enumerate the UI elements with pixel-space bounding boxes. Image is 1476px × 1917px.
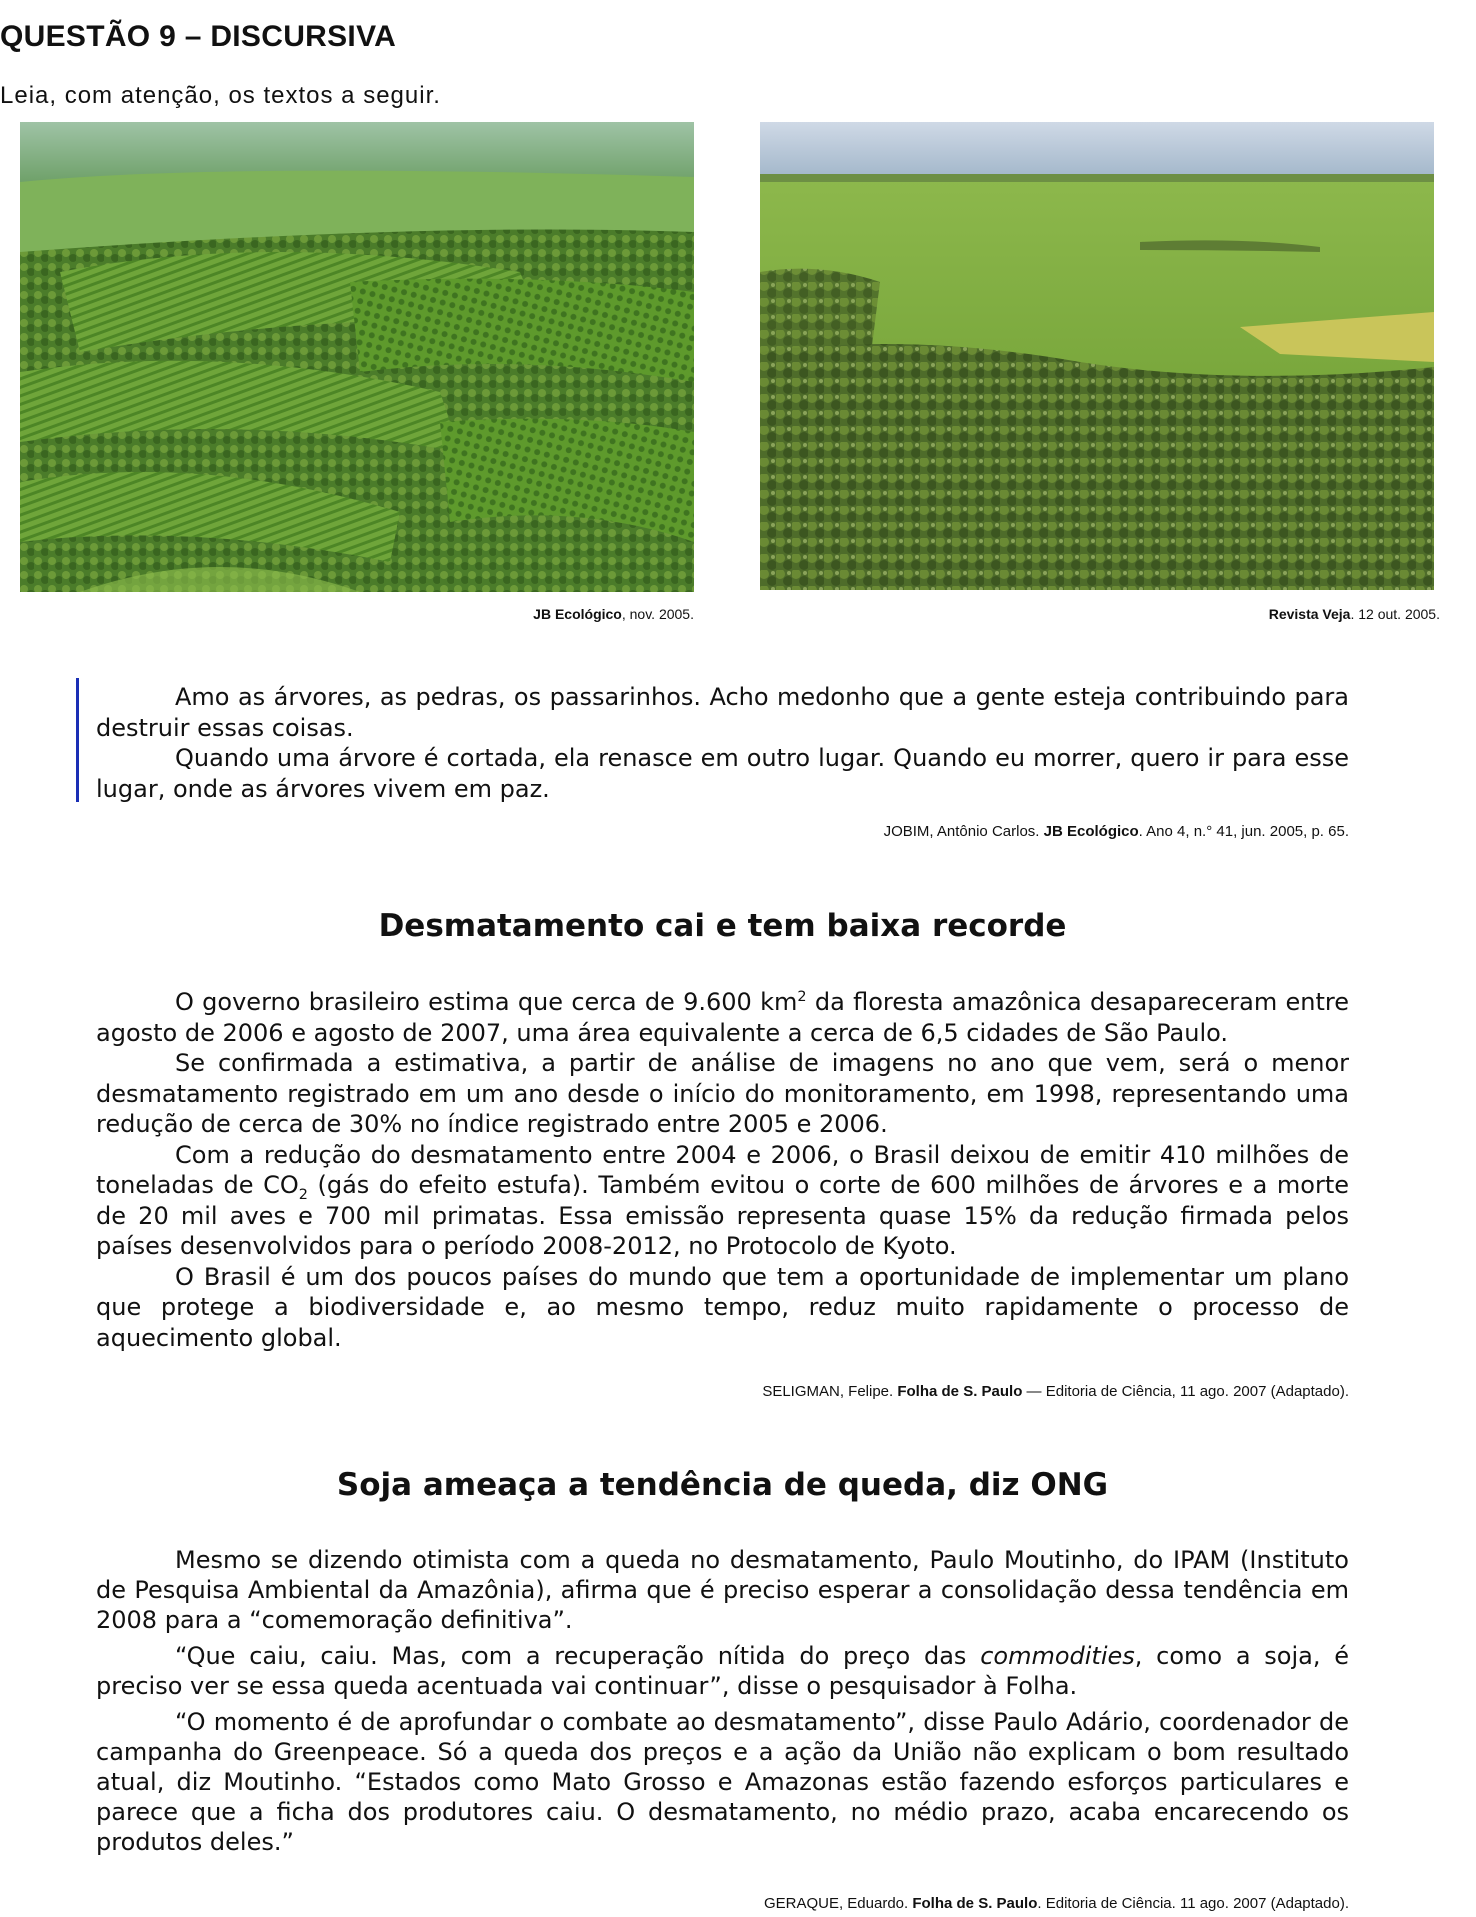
- question-intro: Leia, com atenção, os textos a seguir.: [0, 82, 441, 109]
- photo-1-caption: JB Ecológico, nov. 2005.: [533, 606, 694, 622]
- article-2-source: GERAQUE, Eduardo. Folha de S. Paulo. Editoria de Ciência. 11 ago. 2007 (Adaptado).: [763, 1895, 1349, 1912]
- article-paragraph: O Brasil é um dos poucos países do mundo que tem a oportunidade de implementar um plano que protege a biodiversidade e, ao mesmo tempo, reduz muito rapidamente o processo de aquecimento global.: [96, 1262, 1349, 1352]
- article-2-headline: Soja ameaça a tendência de queda, diz ONG: [336, 1467, 1109, 1503]
- photo-2-caption: Revista Veja. 12 out. 2005.: [1268, 606, 1440, 622]
- quote-paragraph: Amo as árvores, as pedras, os passarinhos. Acho medonho que a gente esteja contribuindo para destruir essas coisas.: [96, 683, 1349, 742]
- quote-bar: [76, 678, 79, 802]
- article-2-body: [96, 1545, 1349, 1857]
- article-paragraph: O governo brasileiro estima que cerca de 9.600 $km^2$ da floresta amazônica desapareceram entre agosto de 2006 e agosto de 2007, uma área equivalente a cerca de 6,5 cidades de São Paulo.: [96, 988, 1349, 1047]
- forest-and-field-photo: [760, 122, 1434, 590]
- article-1-headline: Desmatamento cai e tem baixa recorde: [378, 908, 1067, 944]
- article-paragraph: Mesmo se dizendo otimista com a queda no desmatamento, Paulo Moutinho, do IPAM (Instituto de Pesquisa Ambiental da Amazônia), afirma que é preciso esperar a consolidação dessa tendência em 2008 para a “comemoração definitiva”.: [96, 1546, 1349, 1634]
- eucalyptus-plantation-photo: [20, 122, 694, 592]
- question-title: QUESTÃO 9 – DISCURSIVA: [0, 20, 397, 53]
- article-1-body: [96, 987, 1349, 1353]
- article-paragraph: Com a redução do desmatamento entre 2004 e 2006, o Brasil deixou de emitir 410 milhões de toneladas de $CO_2$ (gás do efeito estufa). Também evitou o corte de 600 milhões de árvores e a morte de 20 mil aves e 700 mil primatas. Essa emissão representa quase 15% da redução firmada pelos países desenvolvidos para o período 2008-2012, no Protocolo de Kyoto.: [96, 1140, 1349, 1260]
- article-1-source: SELIGMAN, Felipe. Folha de S. Paulo — Editoria de Ciência, 11 ago. 2007 (Adaptado).: [762, 1383, 1349, 1400]
- article-paragraph: “O momento é de aprofundar o combate ao desmatamento”, disse Paulo Adário, coordenador de campanha do Greenpeace. Só a queda dos preços e a ação da União não explicam o bom resultado atual, diz Moutinho. “Estados como Mato Grosso e Amazonas estão fazendo esforços particulares e parece que a ficha dos produtores caiu. O desmatamento, no médio prazo, acaba encarecendo os produtos deles.”: [96, 1708, 1349, 1856]
- quote-text: [96, 682, 1349, 804]
- article-paragraph: “Que caiu, caiu. Mas, com a recuperação nítida do preço das commodities, como a soja, é preciso ver se essa queda acentuada vai continuar”, disse o pesquisador à Folha.: [96, 1642, 1349, 1700]
- quote-source: JOBIM, Antônio Carlos. JB Ecológico. Ano 4, n.° 41, jun. 2005, p. 65.: [883, 823, 1349, 840]
- quote-paragraph: Quando uma árvore é cortada, ela renasce em outro lugar. Quando eu morrer, quero ir para esse lugar, onde as árvores vivem em paz.: [96, 744, 1349, 803]
- article-paragraph: Se confirmada a estimativa, a partir de análise de imagens no ano que vem, será o menor desmatamento registrado em um ano desde o início do monitoramento, em 1998, representando uma redução de cerca de 30% no índice registrado entre 2005 e 2006.: [96, 1049, 1349, 1138]
